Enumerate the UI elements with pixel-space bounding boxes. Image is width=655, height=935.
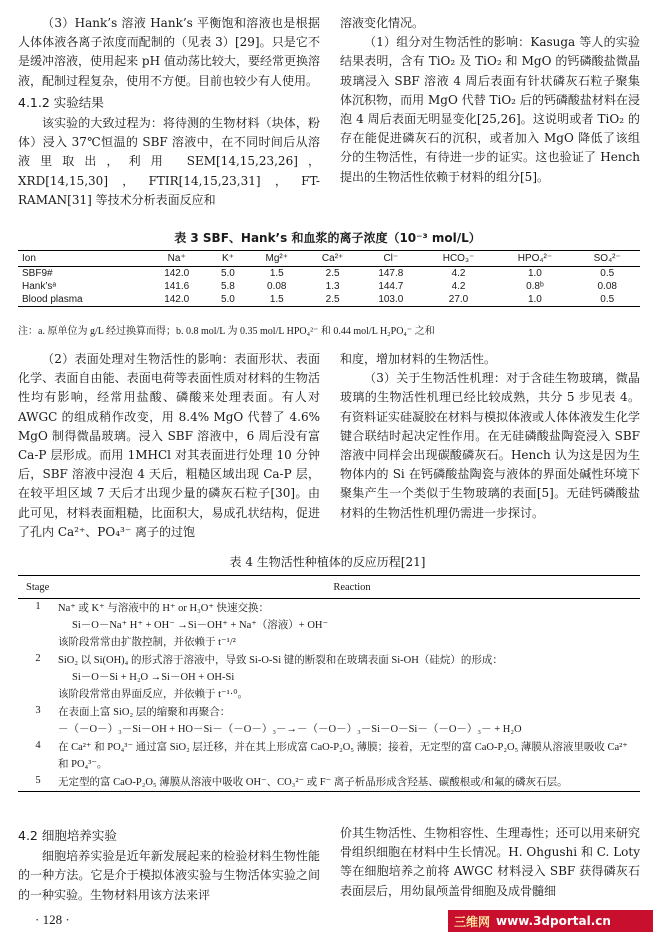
table-cell: 147.8 [378, 268, 404, 279]
table-row [18, 267, 640, 281]
stage-number: 2 [35, 653, 41, 664]
table3-header-row [18, 251, 640, 267]
reaction-line: 该阶段常常由扩散控制，并依赖于 t⁻¹/² [58, 637, 236, 648]
right-column-bottom [340, 824, 640, 901]
table-cell: 1.0 [527, 268, 542, 279]
cell-culture-paragraph: 细胞培养实验是近年新发展起来的检验材料生物性能的一种方法。它是介于模拟体液实验与生物活体实验之间的一种实验。生物材料用该方法来评 [18, 849, 320, 902]
table-cell: 1.5 [269, 268, 284, 279]
table-cell: 5.8 [220, 281, 235, 292]
table-cell: SBF9# [22, 268, 53, 279]
reaction-line: 在 Ca²⁺ 和 PO₄³⁻ 通过富 SiO₂ 层迁移，并在其上形成富 CaO-P₂O₅ 薄膜；接着，无定型的富 CaO-P₂O₅ 薄膜从溶液里吸收 Ca²⁺ 和 PO₄³⁻。 [58, 742, 628, 770]
table-cell: 0.08 [267, 281, 287, 292]
cell-culture-continued: 价其生物活性、生物相容性、生理毒性；还可以用来研究骨组织细胞在材料中生长情况。H. Ohgushi 和 C. Loty 等在细胞培养之前将 AWGC 材料浸入 SBF 获得磷灰石表面层后，用幼鼠颅盖骨细胞及成骨髓细 [340, 826, 641, 898]
table3-header-cell: Mg²⁺ [248, 251, 305, 267]
table4-reaction-stages [18, 575, 640, 792]
reaction-line: 该阶段常常由界面反应，并依赖于 t⁻¹·⁰。 [58, 689, 248, 700]
table-cell: 5.0 [220, 268, 235, 279]
solution-change-line: 溶液变化情况。 [340, 16, 425, 30]
table3-header-cell: Ca²⁺ [305, 251, 360, 267]
reaction-cell [58, 599, 640, 651]
section-heading-4-2: 4.2 细胞培养实验 [18, 828, 117, 843]
table-row [18, 280, 640, 293]
table-row [18, 651, 640, 703]
reaction-equation: －（－O－）₃－Si－OH + HO－Si－（－O－）₃－→－（－O－）₃－Si－O－Si－（－O－）₃－ + H₂O [58, 724, 522, 735]
table-cell: Blood plasma [18, 293, 146, 307]
table3-header-cell: SO₄²⁻ [574, 251, 640, 267]
table3-header-cell: K⁺ [208, 251, 249, 267]
stage-number: 1 [35, 601, 41, 612]
table3-header-cell: Ion [18, 251, 146, 267]
reaction-equation: Si－O－Na⁺ H⁺ + OH⁻ →Si－OH⁺ + Na⁺（溶液）+ OH⁻ [72, 620, 329, 631]
table-row [18, 773, 640, 792]
left-column-top [18, 14, 320, 210]
table-cell: 1.0 [495, 293, 574, 307]
table3-header-cell: HCO₃⁻ [422, 251, 496, 267]
table4-stage-header: Stage [26, 581, 50, 593]
table4-header-row [18, 575, 640, 599]
table-cell: 4.2 [451, 268, 466, 279]
table4-reaction-header: Reaction [333, 581, 371, 593]
reaction-line: SiO₂ 以 Si(OH)₄ 的形式溶于溶液中，导致 Si-O-Si 键的断裂和在玻璃表面 Si-OH（硅烷）的形成： [58, 655, 503, 666]
page-number: · 128 · [35, 912, 70, 927]
table-cell: 4.2 [451, 281, 466, 292]
reaction-cell [58, 773, 640, 791]
table-cell: 5.0 [208, 293, 249, 307]
watermark-url: www.3dportal.cn [496, 914, 611, 928]
saturation-line: 和度，增加材料的生物活性。 [340, 352, 497, 366]
left-column-bottom [18, 824, 320, 905]
table-row [18, 738, 640, 773]
stage-number: 3 [35, 705, 41, 716]
table-cell: 1.5 [248, 293, 305, 307]
reaction-line: Na⁺ 或 K⁺ 与溶液中的 H⁺ or H₃O⁺ 快速交换： [58, 603, 270, 614]
reaction-cell [58, 738, 640, 773]
table-row [18, 703, 640, 738]
table-cell: 144.7 [378, 281, 404, 292]
left-column-middle [18, 350, 320, 542]
table3-note: 注：a. 原单位为 g/L 经过换算而得；b. 0.8 mol/L 为 0.35 mol/L HPO₄²⁻ 和 0.44 mol/L H₂PO₄⁻ 之和 [18, 326, 435, 337]
table-cell: 103.0 [360, 293, 422, 307]
hanks-solution-paragraph: （3）Hank’s 溶液 Hank’s 平衡饱和溶液也是根据人体体液各离子浓度而配制的（见表 3）[29]。只是它不是缓冲溶液，使用起来 pH 值动荡比较大，要经常更换溶液，配制过程复杂，使用不方便。目前也较少有人使用。 [18, 16, 320, 88]
table-cell: Hank’sᵃ [22, 281, 57, 292]
reaction-cell [58, 651, 640, 703]
table-cell: 0.5 [600, 268, 615, 279]
experiment-process-paragraph: 该实验的大致过程为：将待测的生物材料（块体，粉体）浸入 37℃恒温的 SBF 溶液中，在不同时间后从溶液里取出，利用 SEM[14,15,23,26]，XRD[14,15,30]，FTIR[14,15,23,31]，FT-RAMAN[31] 等技术分析表面反应和 [18, 116, 320, 207]
table-cell: 0.08 [597, 281, 617, 292]
table-cell: 2.5 [325, 268, 340, 279]
right-column-middle [340, 350, 640, 523]
stage-number: 5 [35, 775, 41, 786]
table3-header-cell: Cl⁻ [360, 251, 422, 267]
reaction-equation: Si－O－Si + H₂O →Si－OH + OH-Si [72, 672, 235, 683]
table-cell: 27.0 [422, 293, 496, 307]
right-column-top [340, 14, 640, 187]
table-cell: 0.8ᵇ [526, 281, 544, 292]
table3-header-cell: HPO₄²⁻ [495, 251, 574, 267]
stage-number: 4 [35, 740, 41, 751]
reaction-cell [58, 703, 640, 738]
table-cell: 142.0 [146, 293, 208, 307]
table-row [18, 293, 640, 307]
table-cell: 0.5 [574, 293, 640, 307]
table4-caption: 表 4 生物活性种植体的反应历程[21] [229, 555, 426, 569]
section-heading-4-1-2: 4.1.2 实验结果 [18, 94, 104, 110]
composition-effect-paragraph: （1）组分对生物活性的影响：Kasuga 等人的实验结果表明，含有 TiO₂ 及 TiO₂ 和 MgO 的钙磷酸盐微晶玻璃浸入 SBF 溶液 4 周后表面有针状磷灰石粒子聚集体沉积物，而用 MgO 代替 TiO₂ 后的钙磷酸盐材料在浸泡 4 周后表面无明显变化[25,26]。这说明或者 TiO₂ 的存在能促进磷灰石的沉积，或者加入 MgO 降低了该组分的生物活性，有待进一步的证实。这也验证了 Hench 提出的生物活性依赖于材料的组分[5]。 [340, 35, 640, 184]
table3-caption: 表 3 SBF、Hank’s 和血浆的离子浓度（10⁻³ mol/L） [174, 231, 481, 245]
table-cell: 2.5 [305, 293, 360, 307]
table3-ion-concentration [18, 250, 640, 307]
mechanism-paragraph: （3）关于生物活性机理：对于含硅生物玻璃，微晶玻璃的生物活性机理已经比较成熟，共分 5 步见表 4。有资料证实硅凝胶在材料与模拟体液或人体体液发生化学键合联结时起决定性作用。在无硅磷酸盐陶瓷浸入 SBF 溶液中同样会出现碳酸磷灰石。Hench 认为这是因为生物体内的 Si 在钙磷酸盐陶瓷与液体的界面处碱性环境下聚集产生一个类似于生物玻璃的表面[5]。无硅钙磷酸盐材料的生物活性机理仍需进一步探讨。 [340, 371, 641, 520]
table-row [18, 599, 640, 651]
reaction-line: 在表面上富 SiO₂ 层的缩聚和再聚合： [58, 707, 231, 718]
table-cell: 141.6 [164, 281, 190, 292]
table-cell: 1.3 [325, 281, 340, 292]
watermark-logo [448, 910, 653, 932]
table3-header-cell: Na⁺ [146, 251, 208, 267]
reaction-line: 无定型的富 CaO-P₂O₅ 薄膜从溶液中吸收 OH⁻、CO₃²⁻ 或 F⁻ 离子析晶形成含羟基、碳酸根或/和氟的磷灰石层。 [58, 777, 568, 788]
watermark-chinese-text: 三维网 [454, 914, 491, 929]
surface-treatment-paragraph: （2）表面处理对生物活性的影响：表面形状、表面化学、表面自由能、表面电荷等表面性质对材料的生物活性均有影响，经常用盐酸、磷酸来处理表面。有人对 AWGC 的组成稍作改变，用 8.4% MgO 代替了 4.6% MgO 制得微晶玻璃。浸入 SBF 溶液中，6 周后没有富 Ca-P 层形成。而用 1MHCl 对其表面进行处理 10 分钟后，SBF 溶液中浸泡 4 天后，粗糙区域出现 Ca-P 层，在较平坦区域 7 天后才出现少量的磷灰石粒子[30]。由此可见，材料表面粗糙，比面积大，易成孔状结构，促进了孔内 Ca²⁺、PO₄³⁻ 离子的过饱 [18, 352, 320, 539]
table-cell: 142.0 [164, 268, 190, 279]
